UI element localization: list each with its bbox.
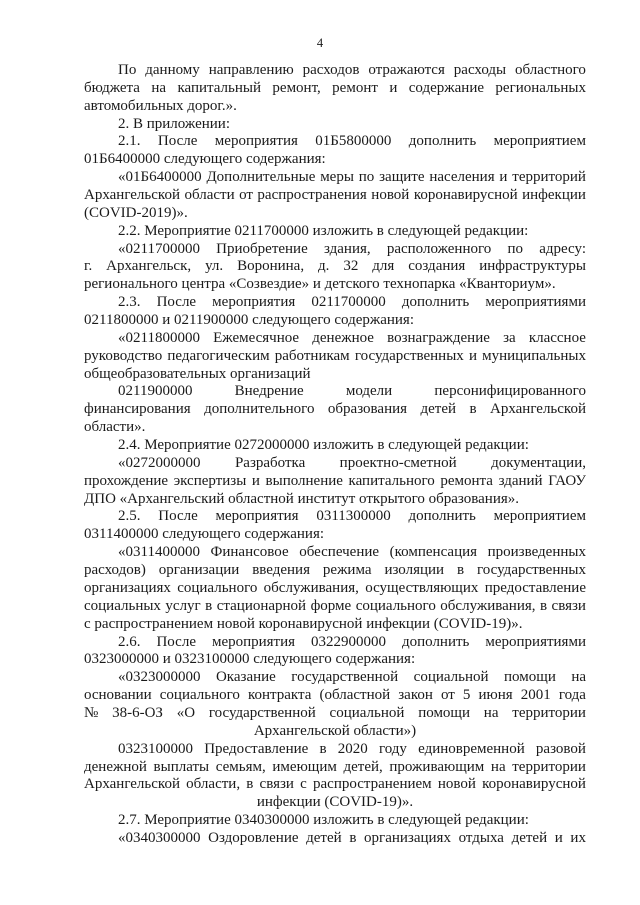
text-line: автомобильных дорог.». bbox=[84, 97, 237, 114]
text-line: 01Б6400000 следующего содержания: bbox=[84, 151, 326, 168]
text-line: социальных услуг в стационарной форме социального обслуживания, в связи bbox=[84, 597, 586, 614]
text-line: Архангельской области от распространения новой коронавирусной инфекции bbox=[84, 187, 586, 204]
text-line: 2.2. Мероприятие 0211700000 изложить в следующей редакции: bbox=[118, 222, 529, 239]
text-line: общеобразовательных организаций bbox=[84, 365, 311, 382]
text-line: «0323000000 Оказание государственной социальной помощи на bbox=[118, 669, 586, 686]
text-line: денежной выплаты семьям, имеющим детей, проживающим на территории bbox=[84, 758, 586, 775]
text-line: 0323000000 и 0323100000 следующего содержания: bbox=[84, 651, 416, 668]
text-line: 0323100000 Предоставление в 2020 году единовременной разовой bbox=[118, 740, 586, 757]
text-line: организациях социального обслуживания, осуществляющих предоставление bbox=[84, 579, 586, 596]
text-line: 0211900000 Внедрение модели персонифицированного bbox=[118, 383, 586, 400]
text-line: (COVID-2019)». bbox=[84, 204, 188, 221]
text-line: Архангельской области, в связи с распространением новой коронавирусной bbox=[84, 776, 586, 793]
text-line: г. Архангельск, ул. Воронина, д. 32 для создания инфраструктуры bbox=[84, 258, 586, 275]
text-line: прохождение экспертизы и выполнение капитального ремонта зданий ГАОУ bbox=[84, 472, 586, 489]
text-line: «0211800000 Ежемесячное денежное вознаграждение за классное bbox=[118, 329, 586, 346]
text-line: основании социального контракта (областной закон от 5 июня 2001 года bbox=[84, 687, 586, 704]
text-line: «0272000000 Разработка проектно-сметной документации, bbox=[118, 454, 586, 471]
text-line: 2.6. После мероприятия 0322900000 дополнить мероприятиями bbox=[118, 633, 586, 650]
text-line: 2. В приложении: bbox=[118, 115, 230, 132]
text-line: инфекции (COVID-19)». bbox=[256, 794, 414, 811]
text-line: расходов) организации введения режима изоляции в государственных bbox=[84, 562, 586, 579]
text-line: «0311400000 Финансовое обеспечение (компенсация произведенных bbox=[118, 544, 586, 561]
text-line: «0211700000 Приобретение здания, расположенного по адресу: bbox=[118, 240, 586, 257]
text-line: ДПО «Архангельский областной институт открытого образования». bbox=[84, 490, 520, 507]
text-line: 0211800000 и 0211900000 следующего содержания: bbox=[84, 312, 414, 329]
text-line: финансирования дополнительного образования детей в Архангельской bbox=[84, 401, 586, 418]
text-line: № 38-6-ОЗ «О государственной социальной помощи на территории bbox=[84, 704, 586, 721]
text-line: руководство педагогическим работникам государственных и муниципальных bbox=[84, 347, 586, 364]
text-line: регионального центра «Созвездие» и детского технопарка «Кванториум». bbox=[84, 276, 556, 293]
text-line: 2.7. Мероприятие 0340300000 изложить в следующей редакции: bbox=[118, 812, 529, 829]
page-number: 4 bbox=[316, 36, 324, 50]
text-line: 2.4. Мероприятие 0272000000 изложить в следующей редакции: bbox=[118, 437, 529, 454]
text-line: 2.1. После мероприятия 01Б5800000 дополнить мероприятием bbox=[118, 133, 586, 150]
text-line: Архангельской области») bbox=[253, 722, 417, 739]
text-line: 2.5. После мероприятия 0311300000 дополнить мероприятием bbox=[118, 508, 586, 525]
text-line: бюджета на капитальный ремонт, ремонт и содержание региональных bbox=[84, 79, 586, 96]
document-body bbox=[84, 62, 586, 848]
text-line: «0340300000 Оздоровление детей в организациях отдыха детей и их bbox=[118, 829, 586, 846]
text-line: 0311400000 следующего содержания: bbox=[84, 526, 325, 543]
text-line: области». bbox=[84, 419, 146, 436]
text-line: По данному направлению расходов отражаются расходы областного bbox=[118, 62, 586, 78]
text-line: «01Б6400000 Дополнительные меры по защите населения и территорий bbox=[118, 169, 586, 186]
text-line: с распространением новой коронавирусной инфекции (COVID-19)». bbox=[84, 615, 523, 632]
text-line: 2.3. После мероприятия 0211700000 дополнить мероприятиями bbox=[118, 294, 586, 311]
